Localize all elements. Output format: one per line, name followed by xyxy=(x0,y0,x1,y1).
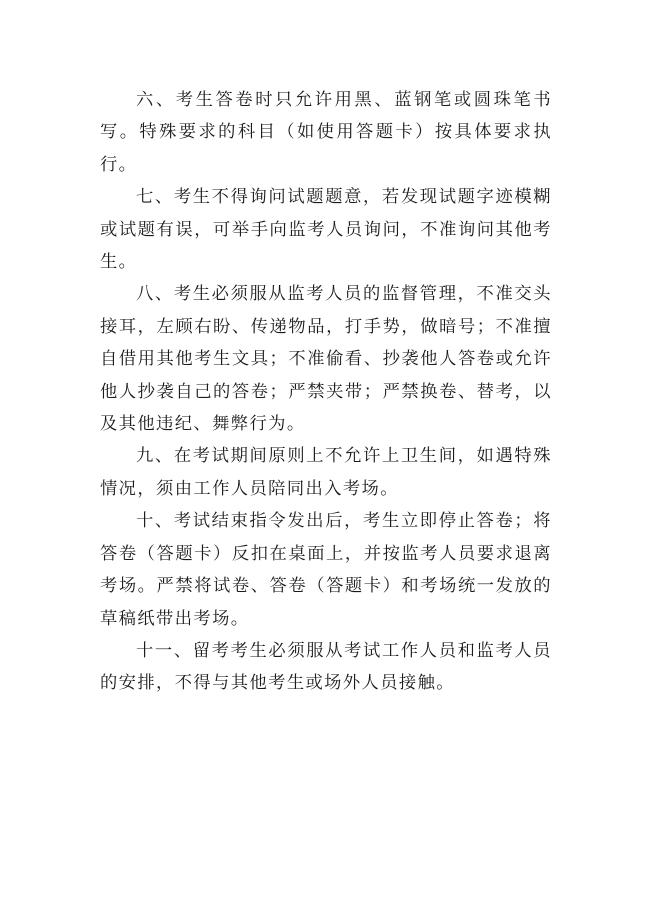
rule-paragraph-6: 六、考生答卷时只允许用黑、蓝钢笔或圆珠笔书写。特殊要求的科目（如使用答题卡）按具体要求执行。 xyxy=(100,90,552,175)
rule-paragraph-8: 八、考生必须服从监考人员的监督管理，不准交头接耳，左顾右盼、传递物品，打手势，做暗号；不准擅自借用其他考生文具；不准偷看、抄袭他人答卷或允许他人抄袭自己的答卷；严禁夹带；严禁换卷、替考，以及其他违纪、舞弊行为。 xyxy=(100,284,552,435)
document-page xyxy=(100,84,552,700)
rule-paragraph-9: 九、在考试期间原则上不允许上卫生间，如遇特殊情况，须由工作人员陪同出入考场。 xyxy=(100,446,552,499)
rule-paragraph-11: 十一、留考考生必须服从考试工作人员和监考人员的安排，不得与其他考生或场外人员接触。 xyxy=(100,640,552,694)
rule-paragraph-10: 十、考试结束指令发出后，考生立即停止答卷；将答卷（答题卡）反扣在桌面上，并按监考人员要求退离考场。严禁将试卷、答卷（答题卡）和考场统一发放的草稿纸带出考场。 xyxy=(100,511,552,629)
rule-paragraph-7: 七、考生不得询问试题题意，若发现试题字迹模糊或试题有误，可举手向监考人员询问，不准询问其他考生。 xyxy=(100,187,552,273)
